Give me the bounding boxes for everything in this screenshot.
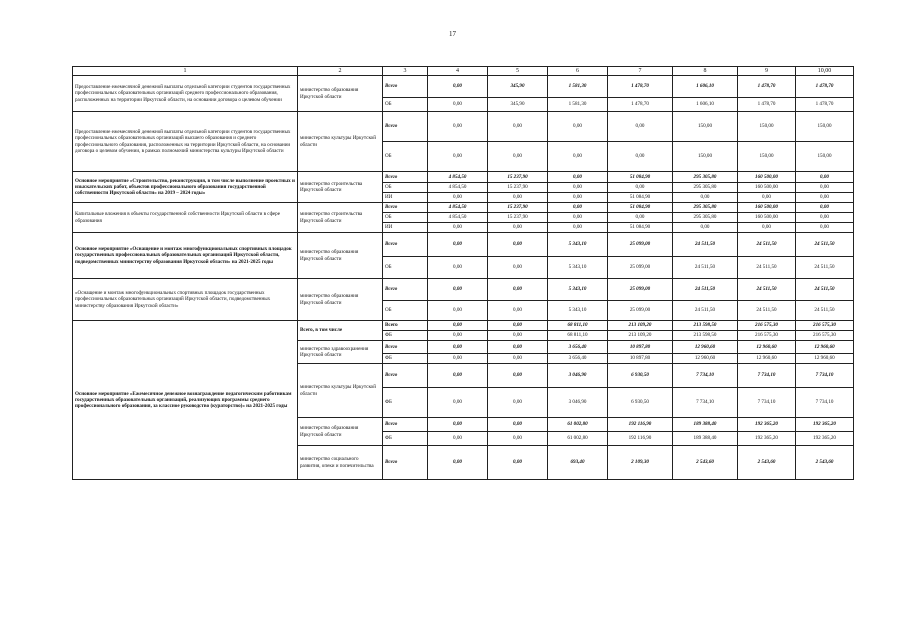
amount-cell: 25 099,00 [608,301,673,321]
executor-cell: министерство образования Иркутской области [298,76,383,112]
header-cell: 8 [673,67,738,76]
header-cell: 6 [548,67,608,76]
amount-cell: 0,00 [428,388,488,418]
amount-cell: 0,00 [488,321,548,331]
amount-cell: 3 656,40 [548,341,608,354]
amount-cell: 15 237,90 [488,203,548,213]
funding-source-cell: ОБ [383,301,428,321]
executor-cell: министерство социального развития, опеки и попечительства [298,446,383,480]
amount-cell: 51 084,90 [608,172,673,183]
executor-cell: министерство образования Иркутской области [298,418,383,446]
header-row [73,67,854,76]
amount-cell: 4 854,50 [428,183,488,193]
amount-cell: 0,00 [428,432,488,446]
table-row [73,172,854,183]
amount-cell: 7 734,10 [738,364,796,388]
amount-cell: 5 343,10 [548,301,608,321]
amount-cell: 192 365,20 [738,418,796,432]
amount-cell: 24 511,50 [673,301,738,321]
amount-cell: 0,00 [488,301,548,321]
amount-cell: 24 511,50 [738,233,796,257]
header-cell: 1 [73,67,298,76]
amount-cell: 68 811,10 [548,321,608,331]
amount-cell: 24 511,50 [738,301,796,321]
amount-cell: 0,00 [488,364,548,388]
amount-cell: 295 305,80 [673,203,738,213]
amount-cell: 0,00 [428,418,488,432]
amount-cell: 693,40 [548,446,608,480]
amount-cell: 0,00 [488,331,548,341]
table-row [73,76,854,98]
amount-cell: 1 478,70 [738,98,796,112]
amount-cell: 0,00 [796,203,854,213]
amount-cell: 7 734,10 [796,388,854,418]
amount-cell: 0,00 [428,446,488,480]
amount-cell: 0,00 [548,213,608,223]
amount-cell: 0,00 [488,341,548,354]
amount-cell: 192 116,90 [608,432,673,446]
funding-source-cell: Всего [383,364,428,388]
amount-cell: 0,00 [796,213,854,223]
amount-cell: 0,00 [548,142,608,172]
header-cell: 10,00 [796,67,854,76]
amount-cell: 2 543,60 [738,446,796,480]
amount-cell: 24 511,50 [796,257,854,279]
activity-description-cell: «Оснащение и монтаж многофункциональных спортивных площадок государственных профессиональных образовательных организаций Иркутской области, подведомственных министерству образования Иркутской области» [73,279,298,321]
amount-cell: 0,00 [488,432,548,446]
amount-cell: 192 365,20 [796,432,854,446]
amount-cell: 0,00 [488,354,548,364]
activity-description-cell: Предоставление ежемесячной денежной выплаты отдельной категории студентов государственных профессиональных образовательных организаций среднего профессионального образования, расположенных на территории Иркутской области, на основании договора о целевом обучении [73,76,298,112]
amount-cell: 24 511,50 [796,233,854,257]
activity-description-cell: Основное мероприятие «Оснащение и монтаж многофункциональных спортивных площадок государственных профессиональных образовательных организаций Иркутской области, подведомственных министерству образования Иркутской области» на 2021-2025 годы [73,233,298,279]
amount-cell: 24 511,50 [673,279,738,301]
amount-cell: 192 365,20 [796,418,854,432]
amount-cell: 1 478,70 [608,98,673,112]
amount-cell: 213 109,20 [608,321,673,331]
amount-cell: 0,00 [548,193,608,203]
amount-cell: 24 511,50 [796,301,854,321]
funding-source-cell: Всего [383,279,428,301]
executor-cell: министерство культуры Иркутской области [298,112,383,172]
amount-cell: 0,00 [488,112,548,142]
header-cell: 5 [488,67,548,76]
amount-cell: 0,00 [488,233,548,257]
amount-cell: 0,00 [428,321,488,331]
amount-cell: 0,00 [428,341,488,354]
funding-source-cell: ФБ [383,331,428,341]
header-cell: 3 [383,67,428,76]
amount-cell: 4 854,50 [428,172,488,183]
funding-source-cell: ОБ [383,213,428,223]
amount-cell: 0,00 [428,364,488,388]
amount-cell: 51 084,90 [608,223,673,233]
amount-cell: 150,00 [738,112,796,142]
amount-cell: 345,90 [488,98,548,112]
amount-cell: 213 598,50 [673,331,738,341]
amount-cell: 0,00 [796,193,854,203]
amount-cell: 4 854,50 [428,203,488,213]
amount-cell: 24 511,50 [673,257,738,279]
funding-source-cell: Всего [383,203,428,213]
amount-cell: 0,00 [673,193,738,203]
amount-cell: 150,00 [673,112,738,142]
amount-cell: 213 109,20 [608,331,673,341]
amount-cell: 189 388,40 [673,418,738,432]
table-row [73,233,854,257]
budget-table [72,66,854,480]
amount-cell: 160 500,00 [738,203,796,213]
amount-cell: 189 388,40 [673,432,738,446]
amount-cell: 1 581,30 [548,98,608,112]
amount-cell: 7 734,10 [796,364,854,388]
amount-cell: 7 734,10 [673,388,738,418]
funding-source-cell: Всего [383,76,428,98]
amount-cell: 0,00 [488,257,548,279]
amount-cell: 1 478,70 [796,76,854,98]
amount-cell: 0,00 [608,213,673,223]
amount-cell: 5 343,10 [548,279,608,301]
amount-cell: 61 002,80 [548,418,608,432]
amount-cell: 0,00 [428,76,488,98]
amount-cell: 25 099,00 [608,233,673,257]
amount-cell: 0,00 [428,354,488,364]
amount-cell: 15 237,90 [488,172,548,183]
amount-cell: 0,00 [428,193,488,203]
amount-cell: 216 575,30 [796,331,854,341]
funding-source-cell: Всего [383,321,428,331]
amount-cell: 51 084,90 [608,203,673,213]
amount-cell: 0,00 [488,388,548,418]
amount-cell: 0,00 [428,279,488,301]
amount-cell: 295 305,80 [673,183,738,193]
activity-description-cell: Капитальные вложения в объекты государственной собственности Иркутской области в сфере образования [73,203,298,233]
amount-cell: 12 960,60 [673,341,738,354]
executor-cell: министерство здравоохранения Иркутской области [298,341,383,364]
amount-cell: 0,00 [428,301,488,321]
header-cell: 7 [608,67,673,76]
amount-cell: 15 237,90 [488,213,548,223]
amount-cell: 0,00 [488,142,548,172]
amount-cell: 1 478,70 [608,76,673,98]
amount-cell: 216 575,30 [738,321,796,331]
table-row [73,279,854,301]
page-number: 17 [449,30,456,38]
amount-cell: 12 960,60 [738,354,796,364]
amount-cell: 0,00 [488,223,548,233]
amount-cell: 160 500,00 [738,172,796,183]
funding-source-cell: ФБ [383,354,428,364]
amount-cell: 0,00 [608,112,673,142]
executor-cell: министерство строительства Иркутской области [298,172,383,203]
amount-cell: 2 109,30 [608,446,673,480]
header-cell: 9 [738,67,796,76]
amount-cell: 0,00 [488,193,548,203]
amount-cell: 0,00 [488,418,548,432]
amount-cell: 0,00 [548,223,608,233]
amount-cell: 1 606,10 [673,76,738,98]
amount-cell: 216 575,30 [738,331,796,341]
amount-cell: 51 084,90 [608,193,673,203]
amount-cell: 160 500,00 [738,213,796,223]
amount-cell: 213 598,50 [673,321,738,331]
amount-cell: 5 343,10 [548,257,608,279]
amount-cell: 3 656,40 [548,354,608,364]
amount-cell: 12 960,60 [796,354,854,364]
amount-cell: 0,00 [428,257,488,279]
amount-cell: 150,00 [738,142,796,172]
activity-description-cell: Основное мероприятие «Строительство, реконструкция, в том числе выполнение проектных и изыскательских работ, объектов профессионального образования государственной собственности Иркутской области» на 2019 – 2024 годы» [73,172,298,203]
amount-cell: 0,00 [673,223,738,233]
funding-source-cell: Всего [383,418,428,432]
funding-source-cell: ОБ [383,257,428,279]
amount-cell: 0,00 [428,223,488,233]
amount-cell: 24 511,50 [738,279,796,301]
amount-cell: 10 897,80 [608,354,673,364]
activity-description-cell: Предоставление ежемесячной денежной выплаты отдельной категории студентов государственных профессиональных образовательных организаций высшего образования и среднего профессионального образования, расположенных на территории Иркутской области, на основании договора о целевом обучении, в рамках полномочий министерства культуры Иркутской области [73,112,298,172]
amount-cell: 24 511,50 [673,233,738,257]
funding-source-cell: ОБ [383,183,428,193]
amount-cell: 10 897,80 [608,341,673,354]
funding-source-cell: ИИ [383,223,428,233]
amount-cell: 345,90 [488,76,548,98]
activity-description-cell: Основное мероприятие «Ежемесячное денежное вознаграждение педагогическим работникам государственных образовательных организаций, реализующих программы среднего профессионального образования, за классное руководство (кураторство)» на 2021-2025 годы [73,321,298,480]
amount-cell: 24 511,50 [796,279,854,301]
amount-cell: 192 365,20 [738,432,796,446]
amount-cell: 61 002,80 [548,432,608,446]
amount-cell: 24 511,50 [738,257,796,279]
amount-cell: 0,00 [548,112,608,142]
amount-cell: 12 960,60 [796,341,854,354]
amount-cell: 1 478,70 [738,76,796,98]
amount-cell: 0,00 [738,223,796,233]
funding-source-cell: ОБ [383,98,428,112]
amount-cell: 0,00 [548,183,608,193]
amount-cell: 6 930,50 [608,388,673,418]
amount-cell: 3 046,90 [548,364,608,388]
amount-cell: 192 116,90 [608,418,673,432]
amount-cell: 0,00 [428,142,488,172]
amount-cell: 2 543,60 [796,446,854,480]
amount-cell: 15 237,90 [488,183,548,193]
amount-cell: 0,00 [428,112,488,142]
amount-cell: 295 305,80 [673,213,738,223]
amount-cell: 25 099,00 [608,279,673,301]
amount-cell: 12 960,60 [673,354,738,364]
funding-source-cell: ФБ [383,388,428,418]
funding-source-cell: ФБ [383,432,428,446]
funding-source-cell: Всего [383,233,428,257]
amount-cell: 5 343,10 [548,233,608,257]
amount-cell: 25 099,00 [608,257,673,279]
amount-cell: 0,00 [428,98,488,112]
executor-cell: министерство культуры Иркутской области [298,364,383,418]
table-row [73,203,854,213]
amount-cell: 7 734,10 [738,388,796,418]
amount-cell: 295 305,80 [673,172,738,183]
amount-cell: 0,00 [488,446,548,480]
executor-cell: министерство образования Иркутской области [298,233,383,279]
amount-cell: 4 854,50 [428,213,488,223]
amount-cell: 0,00 [608,142,673,172]
amount-cell: 2 543,60 [673,446,738,480]
header-cell: 2 [298,67,383,76]
funding-source-cell: Всего [383,446,428,480]
amount-cell: 150,00 [796,142,854,172]
amount-cell: 0,00 [738,193,796,203]
amount-cell: 0,00 [548,172,608,183]
amount-cell: 1 606,10 [673,98,738,112]
amount-cell: 1 581,30 [548,76,608,98]
executor-cell: министерство строительства Иркутской области [298,203,383,233]
funding-source-cell: ОБ [383,142,428,172]
funding-source-cell: ИИ [383,193,428,203]
amount-cell: 1 478,70 [796,98,854,112]
amount-cell: 0,00 [796,172,854,183]
amount-cell: 216 575,30 [796,321,854,331]
amount-cell: 68 811,10 [548,331,608,341]
table-row [73,112,854,142]
funding-source-cell: Всего [383,112,428,142]
amount-cell: 0,00 [796,223,854,233]
executor-cell: Всего, в том числе [298,321,383,341]
amount-cell: 0,00 [428,331,488,341]
funding-source-cell: Всего [383,172,428,183]
funding-source-cell: Всего [383,341,428,354]
amount-cell: 150,00 [796,112,854,142]
amount-cell: 0,00 [488,279,548,301]
table-row [73,321,854,331]
amount-cell: 7 734,10 [673,364,738,388]
amount-cell: 3 046,90 [548,388,608,418]
amount-cell: 6 930,50 [608,364,673,388]
amount-cell: 0,00 [796,183,854,193]
amount-cell: 150,00 [673,142,738,172]
amount-cell: 160 500,00 [738,183,796,193]
amount-cell: 0,00 [548,203,608,213]
amount-cell: 0,00 [608,183,673,193]
amount-cell: 12 960,60 [738,341,796,354]
header-cell: 4 [428,67,488,76]
executor-cell: министерство образования Иркутской области [298,279,383,321]
amount-cell: 0,00 [428,233,488,257]
